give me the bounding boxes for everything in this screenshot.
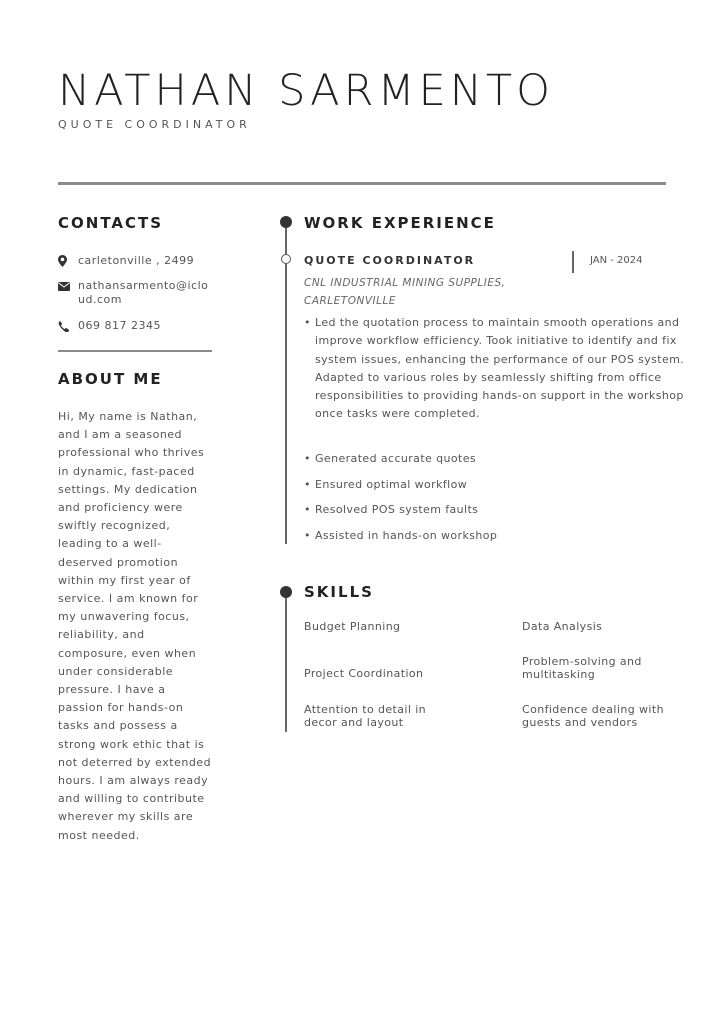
contact-phone bbox=[58, 319, 212, 333]
resume-name: NATHAN SARMENTO bbox=[58, 66, 555, 116]
job-title: QUOTE COORDINATOR bbox=[304, 254, 476, 267]
contact-phone-text[interactable]: 069 817 2345 bbox=[78, 319, 161, 332]
contact-email-text[interactable]: nathansarmento@icloud.com bbox=[78, 279, 209, 306]
skills-timeline-dot bbox=[280, 586, 292, 598]
resume-role: QUOTE COORDINATOR bbox=[58, 118, 251, 131]
skill-item: Problem-solving and multitasking bbox=[522, 655, 642, 681]
job-highlight-text: Ensured optimal workflow bbox=[315, 478, 468, 491]
job-highlight: • Ensured optimal workflow bbox=[304, 478, 468, 491]
job-company: CNL INDUSTRIAL MINING SUPPLIES, CARLETONVILLE bbox=[304, 277, 506, 307]
experience-timeline bbox=[285, 222, 287, 544]
header-divider bbox=[58, 182, 666, 185]
contact-location bbox=[58, 254, 212, 268]
skills-heading: SKILLS bbox=[304, 583, 374, 601]
experience-timeline-dot bbox=[280, 216, 292, 228]
skill-item: Data Analysis bbox=[522, 620, 603, 633]
about-text: Hi, My name is Nathan, and I am a seasoned professional who thrives in dynamic, fast-paced settings. My dedication and proficiency were swiftly recognized, leading to a well-deserved promotion within my first year of service. I am known for my unwavering focus, reliability, and composure, even when under considerable pressure. I have a passion for hands-on tasks and possess a strong work ethic that is not deterred by extended hours. I am always ready and willing to contribute wherever my skills are most needed. bbox=[58, 410, 212, 842]
skill-item: Attention to detail in decor and layout bbox=[304, 703, 427, 729]
skill-item: Project Coordination bbox=[304, 667, 424, 680]
about-heading: ABOUT ME bbox=[58, 370, 163, 388]
job-highlight: • Assisted in hands-on workshop bbox=[304, 529, 498, 542]
location-pin-icon bbox=[58, 254, 78, 268]
contacts-heading: CONTACTS bbox=[58, 214, 164, 232]
job-timeline-marker bbox=[281, 254, 291, 264]
skill-item: Budget Planning bbox=[304, 620, 401, 633]
job-description-text: Led the quotation process to maintain smooth operations and improve workflow efficiency. Took initiative to identify and fix system issues, enhancing the performance of our POS system. Adapted to various roles by seamlessly shifting from office responsibilities to providing hands-on support in the workshop once tasks were completed. bbox=[315, 316, 685, 421]
job-highlight-text: Assisted in hands-on workshop bbox=[315, 529, 498, 542]
skills-timeline bbox=[285, 592, 287, 732]
skill-item: Confidence dealing with guests and vendors bbox=[522, 703, 664, 729]
contacts-divider bbox=[58, 350, 212, 352]
job-date-divider bbox=[572, 251, 574, 273]
contact-location-text: carletonville , 2499 bbox=[78, 254, 195, 267]
job-date: JAN - 2024 bbox=[590, 255, 643, 266]
experience-heading: WORK EXPERIENCE bbox=[304, 214, 496, 232]
job-highlight-text: Generated accurate quotes bbox=[315, 452, 476, 465]
job-highlight: • Generated accurate quotes bbox=[304, 452, 476, 465]
job-highlight-text: Resolved POS system faults bbox=[315, 503, 479, 516]
envelope-icon bbox=[58, 279, 78, 293]
job-highlight: • Resolved POS system faults bbox=[304, 503, 479, 516]
phone-icon bbox=[58, 319, 78, 333]
contact-email bbox=[58, 279, 212, 307]
job-description: • Led the quotation process to maintain smooth operations and improve workflow efficiency. Took initiative to identify and fix system issues, enhancing the performance of our POS system. Adapted to various roles by seamlessly shifting from office responsibilities to providing hands-on support in the workshop once tasks were completed. bbox=[304, 314, 694, 424]
